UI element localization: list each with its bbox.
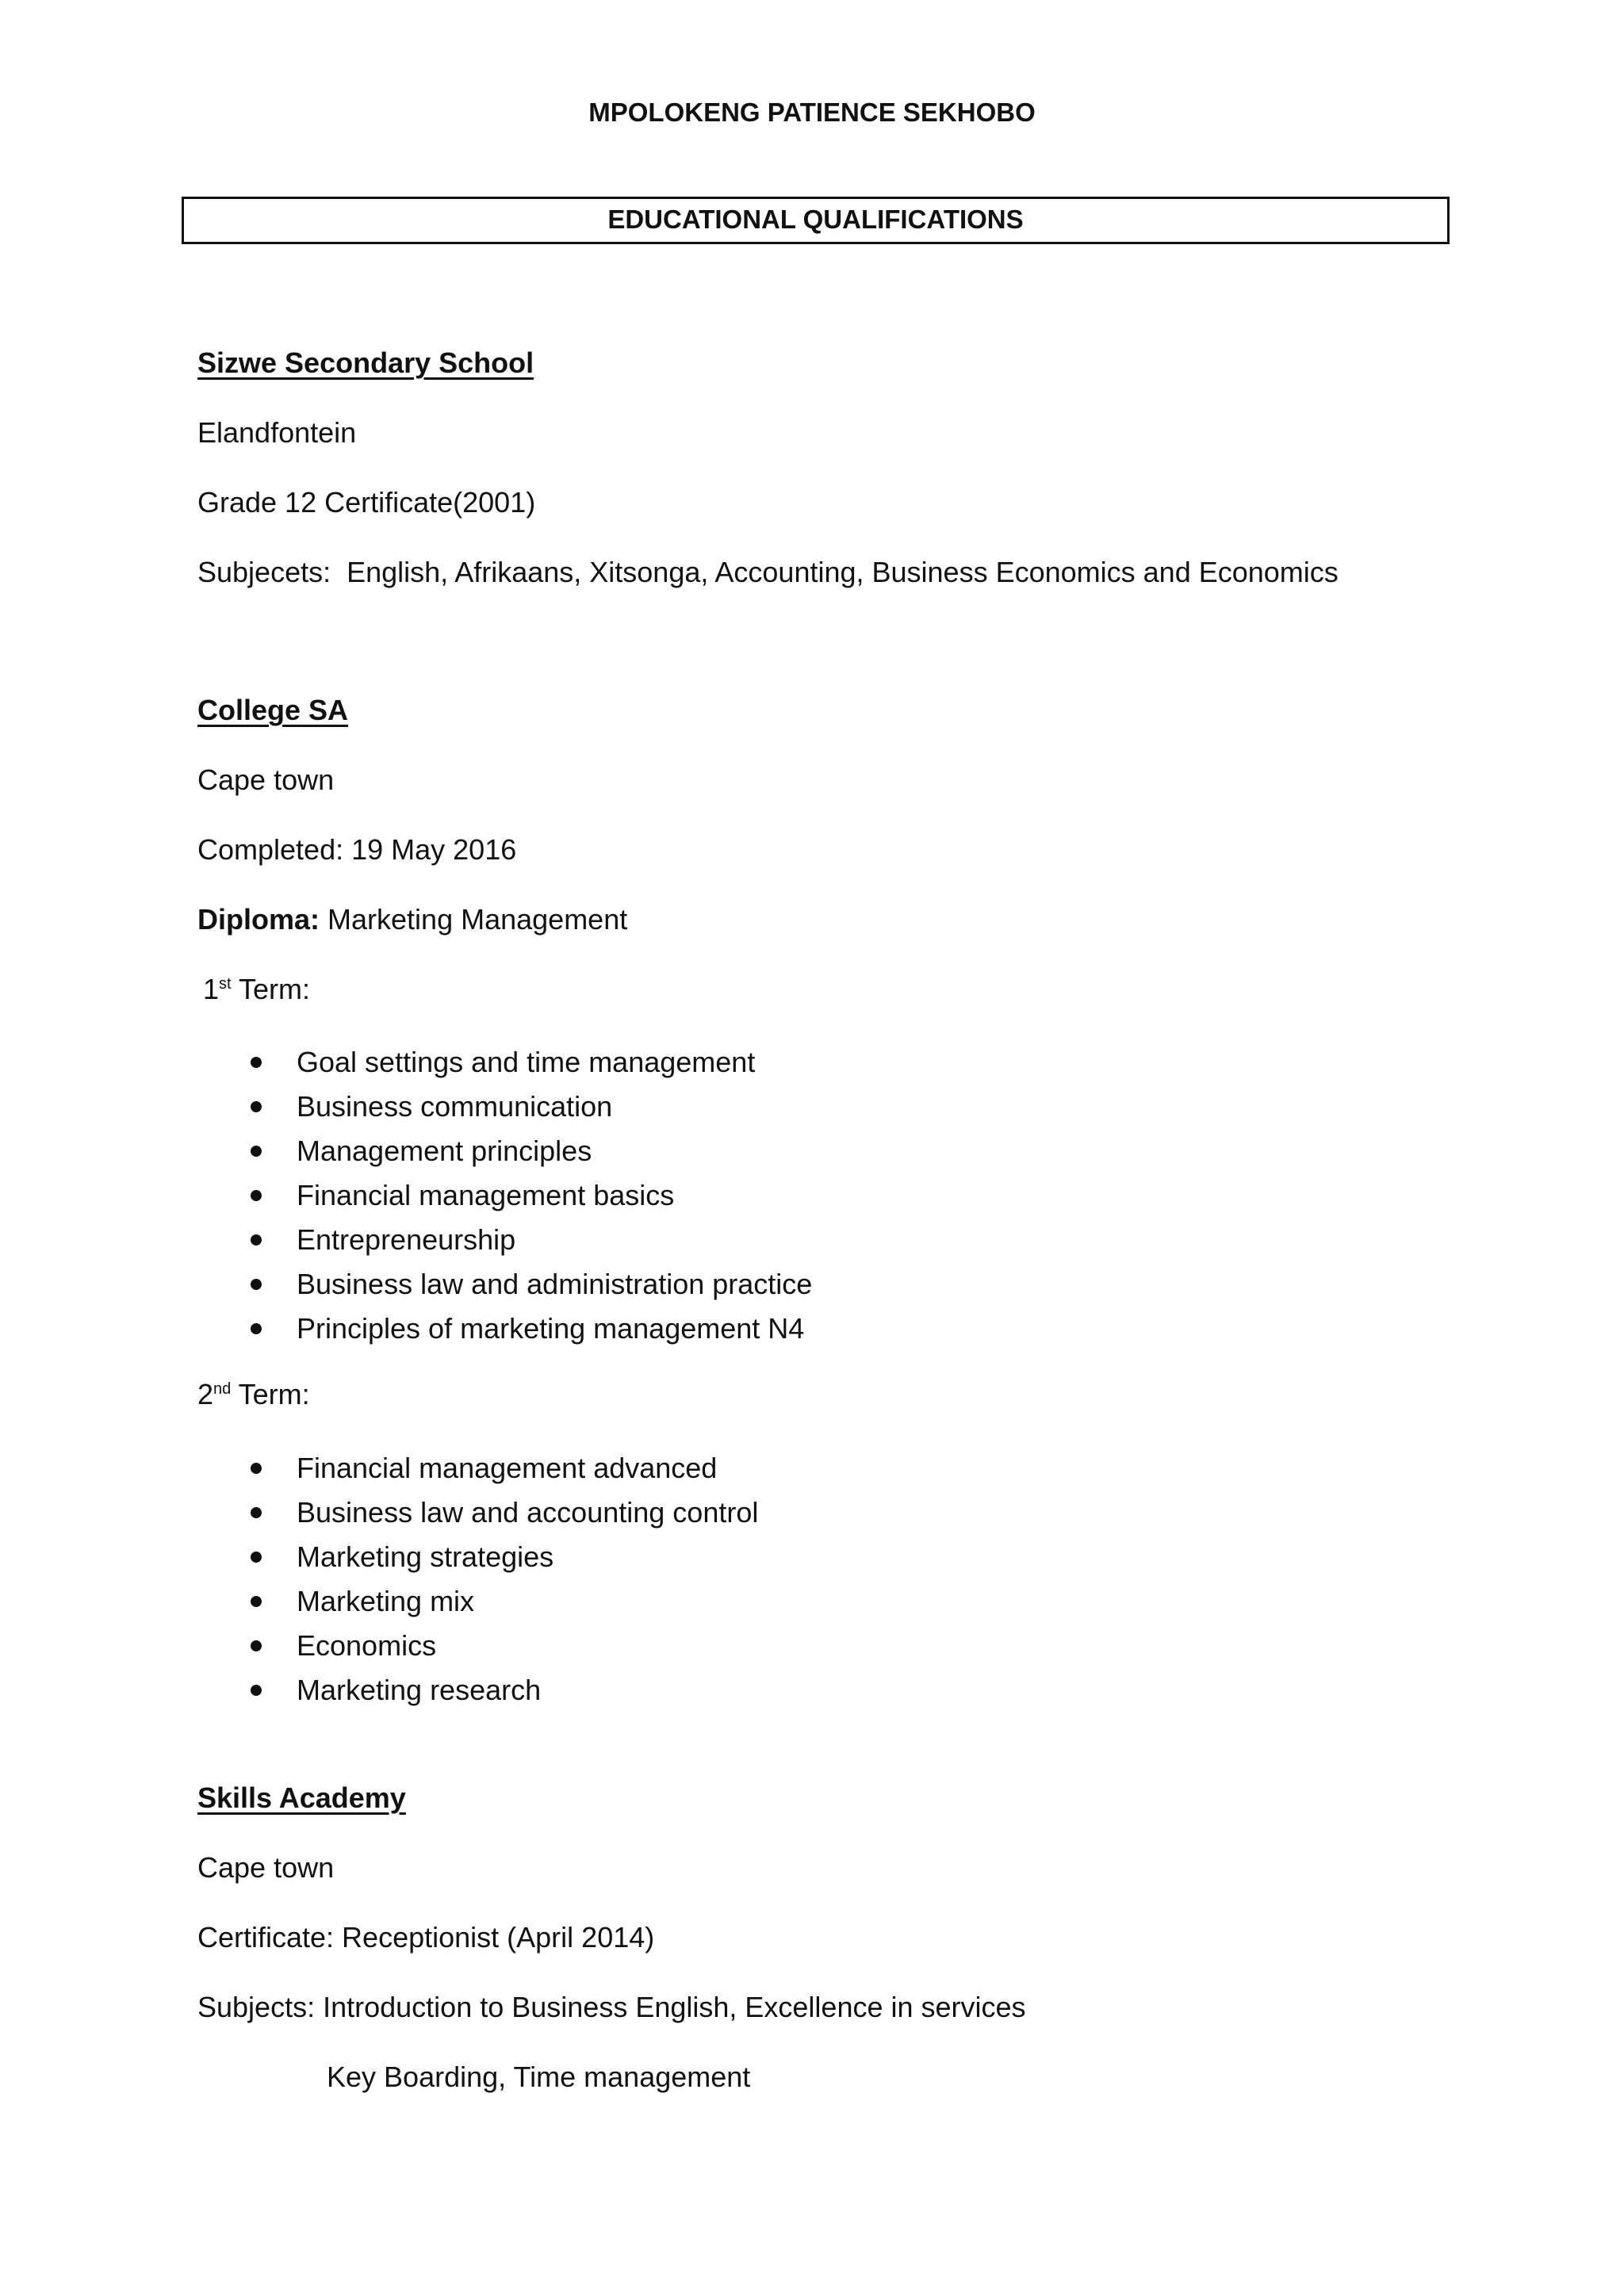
bullet-icon — [251, 1463, 262, 1474]
college-name: College SA — [197, 694, 349, 726]
bullet-icon — [251, 1552, 262, 1563]
academy-name: Skills Academy — [197, 1781, 406, 1814]
list-item: Goal settings and time management — [197, 1045, 812, 1089]
school-name: Sizwe Secondary School — [197, 346, 534, 379]
list-item: Management principles — [197, 1134, 812, 1178]
term1-suffix: st — [219, 975, 232, 993]
bullet-icon — [251, 1596, 262, 1607]
list-item: Marketing research — [197, 1673, 758, 1717]
school-subjects-value: English, Afrikaans, Xitsonga, Accounting, Business Economics and Economics — [347, 556, 1339, 588]
academy-location: Cape town — [197, 1851, 335, 1884]
list-item: Business law and administration practice — [197, 1267, 812, 1311]
academy-subjects-label: Subjects: — [197, 1991, 316, 2023]
term2-number: 2 — [197, 1378, 214, 1410]
college-diploma — [197, 902, 627, 937]
school-subjects-label: Subjecets: — [197, 556, 331, 588]
term2-label: Term: — [238, 1378, 310, 1410]
academy-subjects-line2: Key Boarding, Time management — [327, 2061, 751, 2093]
bullet-icon — [251, 1640, 262, 1651]
list-item: Marketing mix — [197, 1584, 758, 1628]
list-item: Marketing strategies — [197, 1540, 758, 1584]
term2-heading — [197, 1377, 310, 1412]
term2-subject-list — [197, 1451, 758, 1717]
bullet-icon — [251, 1057, 262, 1068]
list-item: Business communication — [197, 1089, 812, 1134]
bullet-icon — [251, 1146, 262, 1157]
term1-label: Term: — [238, 973, 310, 1005]
academy-certificate: Certificate: Receptionist (April 2014) — [197, 1921, 655, 1954]
list-item: Principles of marketing management N4 — [197, 1311, 812, 1356]
bullet-icon — [251, 1234, 262, 1246]
school-certificate: Grade 12 Certificate(2001) — [197, 486, 536, 519]
list-item: Financial management basics — [197, 1178, 812, 1223]
college-completed: Completed: 19 May 2016 — [197, 833, 517, 866]
college-diploma-value: Marketing Management — [327, 903, 628, 936]
bullet-icon — [251, 1685, 262, 1696]
list-item: Economics — [197, 1628, 758, 1673]
list-item: Entrepreneurship — [197, 1223, 812, 1267]
term2-suffix: nd — [213, 1380, 232, 1398]
term1-subject-list — [197, 1045, 812, 1356]
candidate-name: MPOLOKENG PATIENCE SEKHOBO — [588, 98, 1036, 127]
school-subjects — [197, 555, 1339, 590]
term1-heading — [203, 972, 310, 1007]
college-location: Cape town — [197, 763, 335, 796]
bullet-icon — [251, 1279, 262, 1290]
academy-subjects-line1: Introduction to Business English, Excellence in services — [323, 1991, 1026, 2023]
term1-number: 1 — [203, 973, 220, 1005]
section-title-educational-qualifications: EDUCATIONAL QUALIFICATIONS — [182, 197, 1450, 244]
bullet-icon — [251, 1507, 262, 1518]
bullet-icon — [251, 1101, 262, 1112]
bullet-icon — [251, 1190, 262, 1201]
school-location: Elandfontein — [197, 416, 357, 449]
bullet-icon — [251, 1323, 262, 1334]
college-diploma-label: Diploma: — [197, 903, 320, 936]
academy-subjects — [197, 1990, 1026, 2025]
list-item: Business law and accounting control — [197, 1495, 758, 1540]
list-item: Financial management advanced — [197, 1451, 758, 1495]
